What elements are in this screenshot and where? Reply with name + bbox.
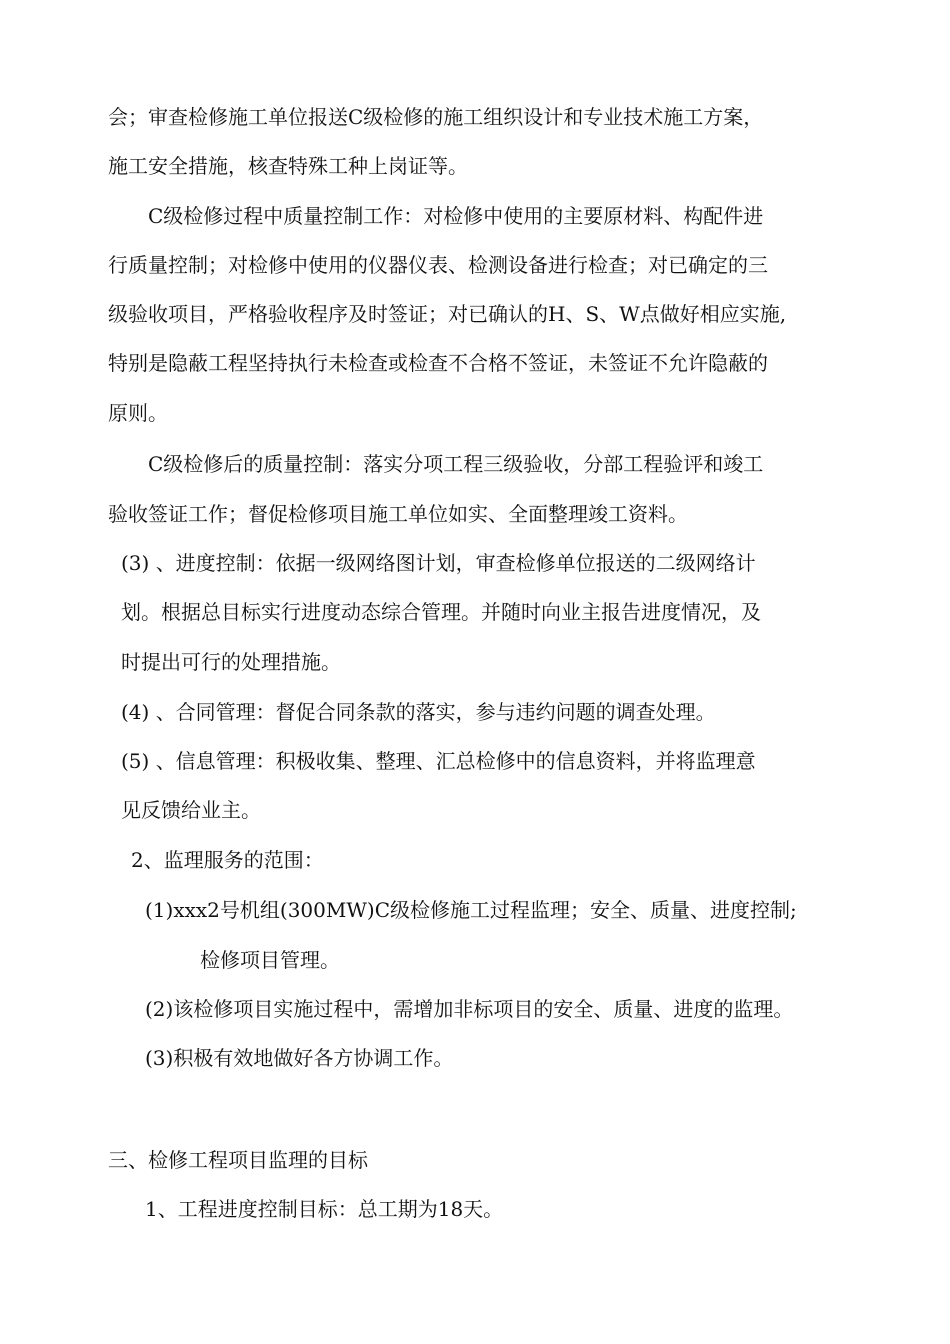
list-item-4: (4) 、合同管理：督促合同条款的落实，参与违约问题的调查处理。 [121, 700, 716, 724]
body-line: 特别是隐蔽工程坚持执行未检查或检查不合格不签证，未签证不允许隐蔽的 [108, 351, 768, 375]
section-heading: 2、监理服务的范围： [131, 848, 324, 872]
body-line: C级检修后的质量控制：落实分项工程三级验收，分部工程验评和竣工 [148, 452, 764, 476]
body-line: 会；审查检修施工单位报送C级检修的施工组织设计和专业技术施工方案， [108, 105, 764, 129]
list-item-3: (3) 、进度控制：依据一级网络图计划，审查检修单位报送的二级网络计 [121, 551, 756, 575]
body-line: 行质量控制；对检修中使用的仪器仪表、检测设备进行检查；对已确定的三 [108, 253, 768, 277]
body-line: C级检修过程中质量控制工作：对检修中使用的主要原材料、构配件进 [148, 204, 764, 228]
scope-item-3: (3)积极有效地做好各方协调工作。 [145, 1046, 454, 1070]
body-line: 见反馈给业主。 [121, 798, 261, 822]
scope-item-2: (2)该检修项目实施过程中，需增加非标项目的安全、质量、进度的监理。 [145, 997, 794, 1021]
chapter-heading: 三、检修工程项目监理的目标 [108, 1148, 368, 1172]
body-line: 施工安全措施，核查特殊工种上岗证等。 [108, 154, 468, 178]
body-line: 检修项目管理。 [200, 948, 340, 972]
body-line: 划。根据总目标实行进度动态综合管理。并随时向业主报告进度情况，及 [121, 600, 761, 624]
body-line: 级验收项目，严格验收程序及时签证；对已确认的H、S、W点做好相应实施, [108, 302, 787, 326]
body-line: 时提出可行的处理措施。 [121, 650, 341, 674]
goal-item-1: 1、工程进度控制目标：总工期为18天。 [145, 1197, 504, 1221]
body-line: 验收签证工作；督促检修项目施工单位如实、全面整理竣工资料。 [108, 502, 688, 526]
body-line: 原则。 [108, 401, 168, 425]
scope-item-1: (1)xxx2号机组(300MW)C级检修施工过程监理；安全、质量、进度控制; [145, 898, 797, 922]
list-item-5: (5) 、信息管理：积极收集、整理、汇总检修中的信息资料，并将监理意 [121, 749, 756, 773]
